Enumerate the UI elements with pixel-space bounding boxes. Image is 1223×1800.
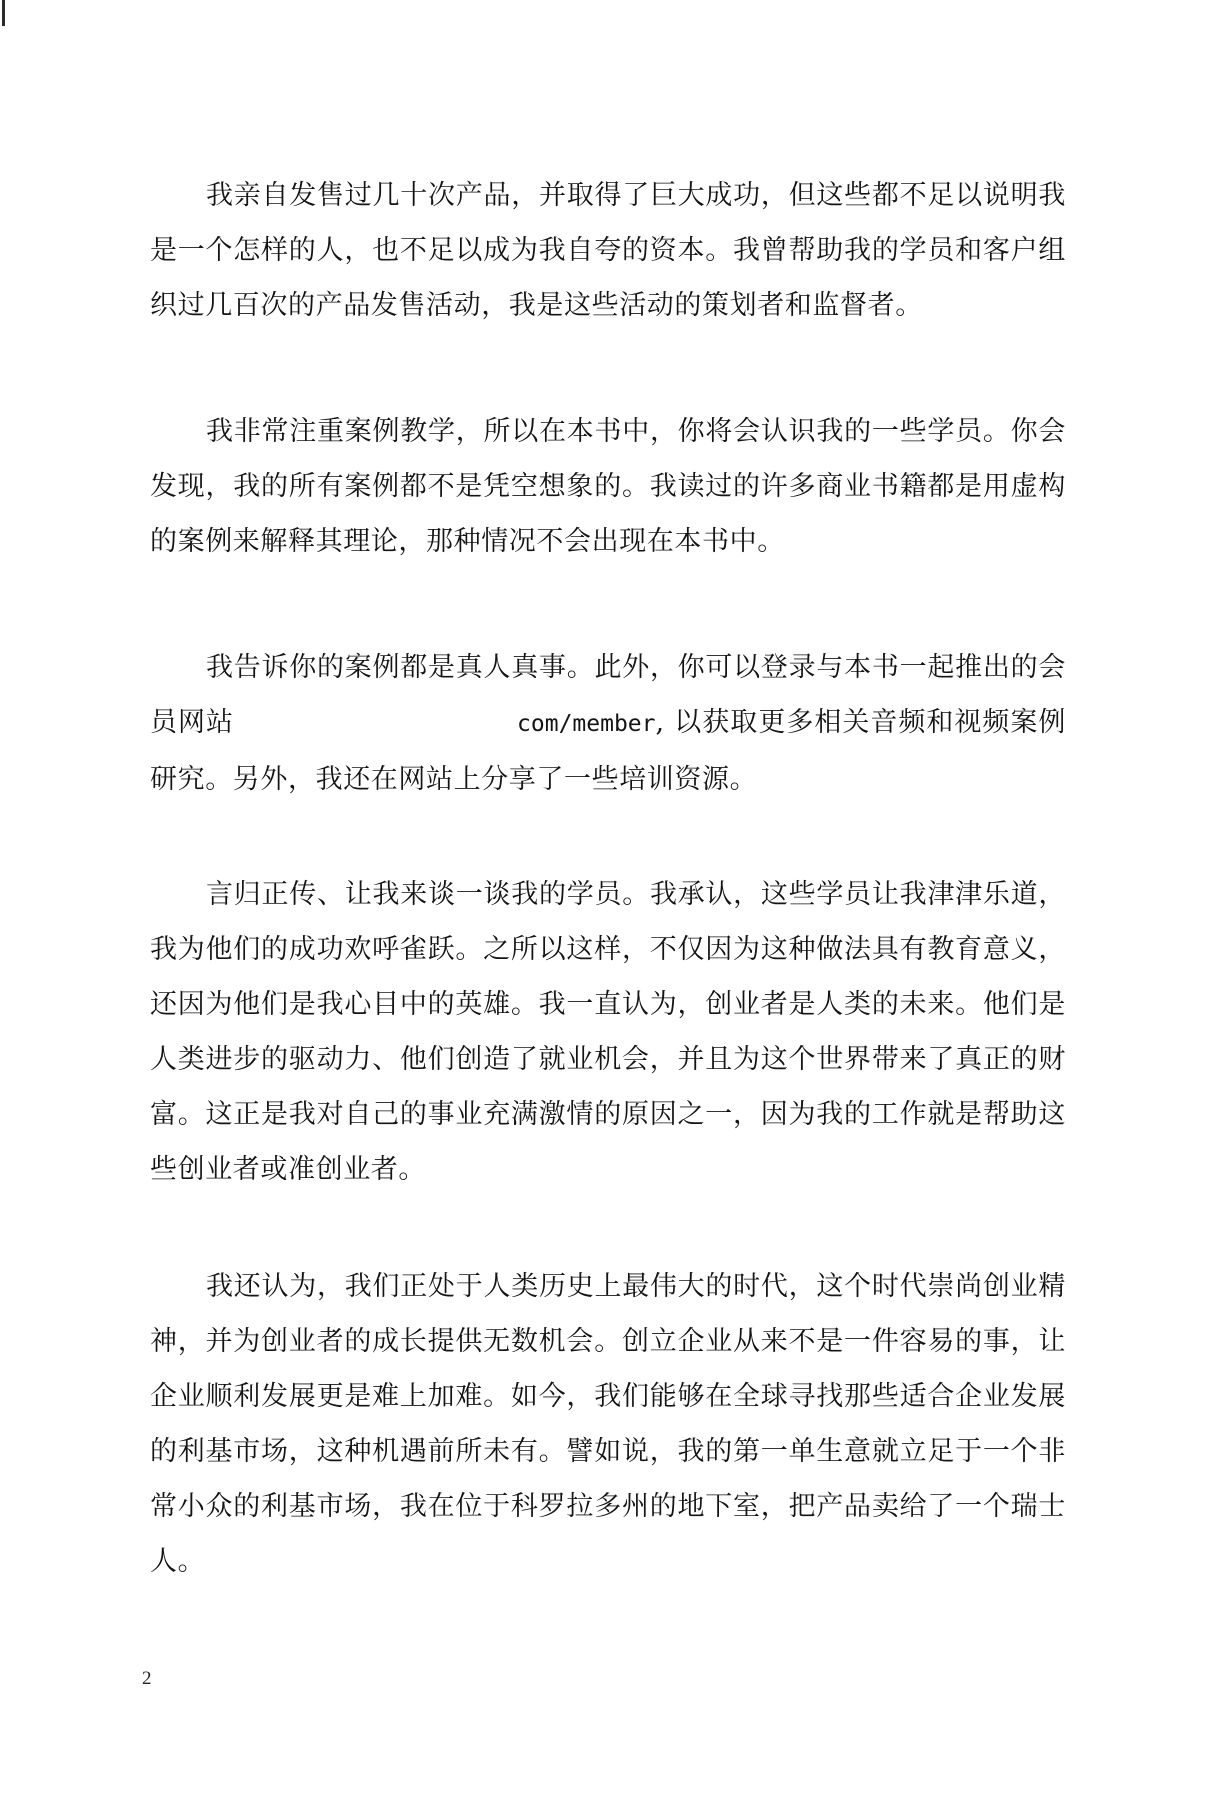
paragraph-5: 我还认为，我们正处于人类历史上最伟大的时代，这个时代崇尚创业精神，并为创业者的成长提供无数机会。创立企业从来不是一件容易的事，让企业顺利发展更是难上加难。如今，我们能够在全球寻找那些适合企业发展的利基市场，这种机遇前所未有。譬如说，我的第一单生意就立足于一个非常小众的利基市场，我在位于科罗拉多州的地下室，把产品卖给了一个瑞士人。 bbox=[150, 1271, 1066, 1577]
paragraph-3-text-after-link: , 以获取更多相关音频和视频案例研究。另外，我还在网站上分享了一些培训资源。 bbox=[150, 707, 1066, 795]
paragraph-3 bbox=[150, 640, 1066, 807]
member-site-url: com/member bbox=[517, 711, 656, 737]
paragraph-4: 言归正传、让我来谈一谈我的学员。我承认，这些学员让我津津乐道，我为他们的成功欢呼雀跃。之所以这样，不仅因为这种做法具有教育意义，还因为他们是我心目中的英雄。我一直认为，创业者是人类的未来。他们是人类进步的驱动力、他们创造了就业机会，并且为这个世界带来了真正的财富。这正是我对自己的事业充满激情的原因之一，因为我的工作就是帮助这些创业者或准创业者。 bbox=[150, 879, 1066, 1185]
page-number: 2 bbox=[142, 1668, 152, 1689]
page-body bbox=[150, 168, 1066, 1660]
paragraph-1: 我亲自发售过几十次产品，并取得了巨大成功，但这些都不足以说明我是一个怎样的人，也不足以成为我自夸的资本。我曾帮助我的学员和客户组织过几百次的产品发售活动，我是这些活动的策划者和监督者。 bbox=[150, 180, 1066, 321]
paragraph-2: 我非常注重案例教学，所以在本书中，你将会认识我的一些学员。你会发现，我的所有案例都不是凭空想象的。我读过的许多商业书籍都是用虚构的案例来解释其理论，那种情况不会出现在本书中。 bbox=[150, 416, 1066, 557]
scan-edge-mark bbox=[2, 0, 5, 26]
paragraph-3-text-before-link: 我告诉你的案例都是真人真事。此外，你可以登录与本书一起推出的会员网站 bbox=[150, 652, 1066, 738]
